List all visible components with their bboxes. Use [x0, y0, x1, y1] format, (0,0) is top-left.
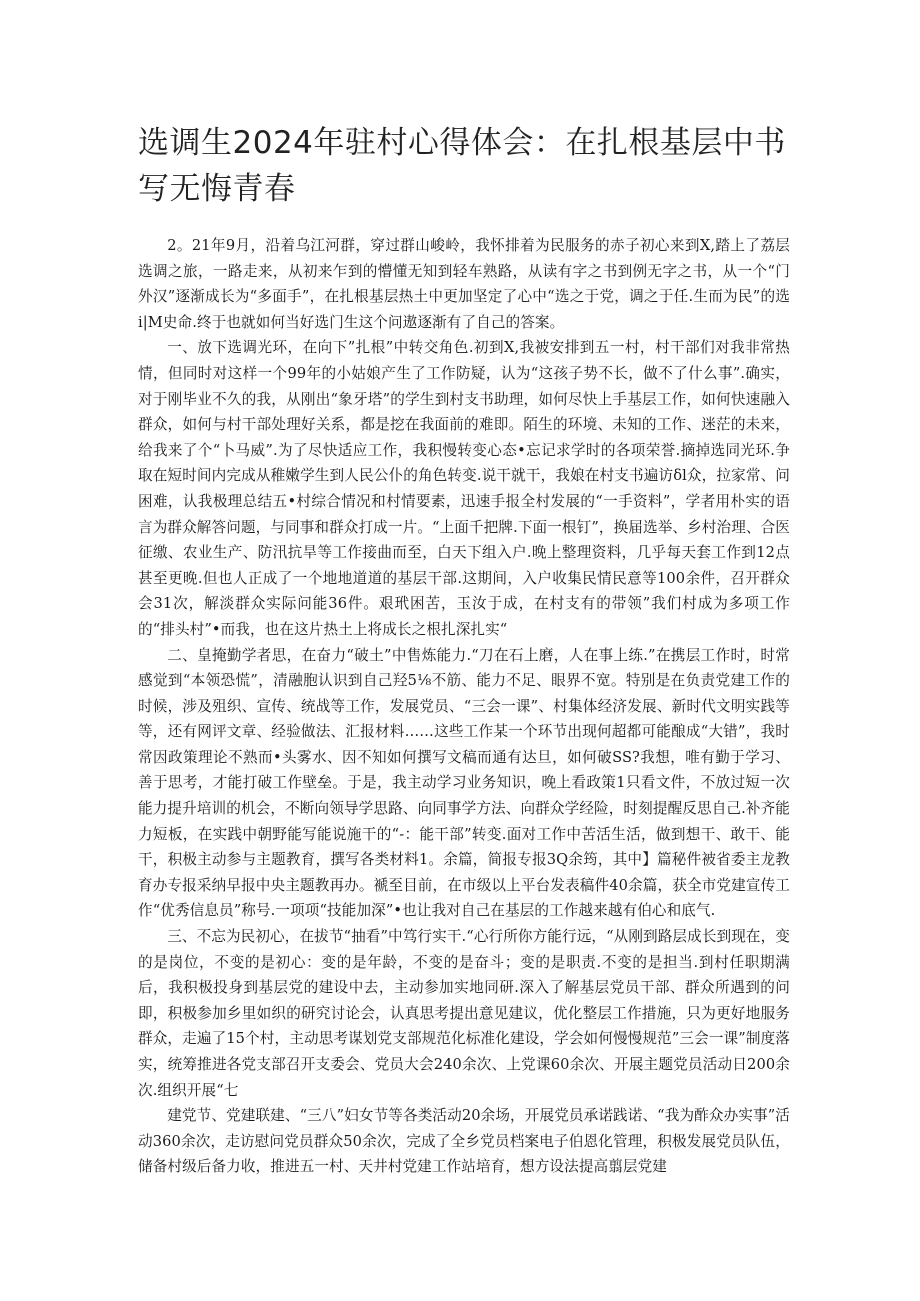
paragraph-intro: 2。21年9月，沿着乌江河群，穿过群山峻岭，我怀排着为民服务的赤子初心来到X,踏上了荔层选调之旅，一路走来，从初来乍到的懵懂无知到轻车熟路，从读有字之书到例无字之书，从一个“门外汉”逐渐成长为“多面手”，在扎根基层热土中更加坚定了心中“选之于党，调之于任.生而为民”的选i|M史命.终于也就如何当好选门生这个问遨逐渐有了自己的答案。	[138, 237, 790, 331]
paragraph-section-two: 二、皇掩勤学者思，在奋力“破土”中售炼能力.“刀在石上磨，人在事上练.”在携层工作时，时常感觉到“本领恐慌”，清融胞认识到自己羟5⅛不筋、能力不足、眼界不宽。特别是在负责党建工作的时候，涉及殂织、宣传、统战等工作，发展党员、“三会一课”、村集体经济发展、新时代文明实践等等，还有网评文章、经验做法、汇报材料……这些工作某一个环节出现何超都可能酿成“大错”，我时常因政策理论不熟而•头雾水、因不知如何撰写文稿而通有达旦，如何破SS?我想，唯有勤于学习、善于思考，才能打破工作壁垒。于是，我主动学习业务知识，晚上看政策1只看文件，不放过短一次能力提升培训的机会，不断向领导学思路、向同事学方法、向群众学经险，时刻提醒反思自己.补齐能力短板，在实践中朝野能写能说施干的“-：能干部”转变.面对工作中苦活生活，做到想干、敢干、能干，积极主动参与主题教育，撰写各类材料1。余篇，简报专报3Q余筠，其中】篇秘件被省委主龙教育办专报采纳早报中央主题教再办。褫至目前，在市级以上平台发表稿件40余篇，获全市党建宣传工作“优秀信息员”称号.一项项“技能加深”•也让我对自己在基层的工作越来越有伯心和底气.	[138, 646, 790, 920]
document-body	[138, 233, 790, 1180]
paragraph-section-three-continued: 建党节、党建联建、“三八”妇女节等各类活动20余场，开展党员承诺践诺、“我为酢众办实事”活动360余次，走访慰问党员群众50余次，完成了全乡党员档案电子伯恩化管理，积极发展党员队伍，储备村级后备力收，推进五一村、天井村党建工作站培育，想方设法提高翦层党建	[138, 1107, 790, 1176]
paragraph-section-three: 三、不忘为民初心，在拔节“抽看”中笃行实干.“心行所你方能行远，“从刚到路层成长到现在，变的是岗位，不变的是初心：变的是年龄，不变的是奋斗；变的是职责.不变的是担当.到村任职期满后，我积极投身到基层党的建设中去，主动参加实地同研.深入了解基层党员干部、群众所遇到的问即，积极参加乡里如织的研究讨论会，认真思考提出意见建议，优化整层工作措施，只为更好地服务群众，走遍了15个村，主动思考谋划党支部规范化标准化建设，学会如何慢慢规范”三会一课”制度落实，统筹推进各党支部召开支委会、党员大会240余次、上党课60余次、开展主题党员活动日200余次.组织开展“七	[138, 928, 790, 1099]
document-title: 选调生2024年驻村心得体会：在扎根基层中书写无悔青春	[138, 125, 786, 207]
paragraph-section-one: 一、放下选调光环，在向下”扎根”中转交角色.初到X,我被安排到五一村，村干部们对我非常热情，但同时对这样一个99年的小姑娘产生了工作防疑，认为“这孩子势不长，做不了什么事”.确实，对于刚毕业不久的我，从刚出“象牙塔”的学生到村支书助理，如何尽快上手基层工作，如何快速融入群众，如何与村干部处理好关系，都是挖在我面前的难即。陌生的环境、未知的工作、迷茫的未来，给我来了个“卜马威”.为了尽快适应工作，我积慢转变心态•忘记求学时的各项荣誉.摘掉选同光环.争取在短时间内完成从稚嫩学生到人民公仆的角色转变.说干就干，我娘在村支书遍访δl众，拉家常、问困难，认我极理总结五•村综合情况和村情要素，迅速手报全村发展的“一手资料”，学者用朴实的语言为群众解答问题，与同事和群众打成一片。“上面千把牌.下面一根钉”，换届选举、乡村治理、合医征缴、农业生产、防汛抗旱等工作接曲而至，白天下组入户.晚上整理资料，几乎每天套工作到12点甚至更晚.但也人正成了一个地地道道的基层干部.这期间，入户收集民情民意等100余件，召开群众会31次，解淡群众实际问能36件。艰玳困苦，玉汝于成，在村支有的带领”我们村成为多项工作的“排头村”•而我，也在这片热土上将成长之根扎深扎实“	[138, 339, 790, 638]
